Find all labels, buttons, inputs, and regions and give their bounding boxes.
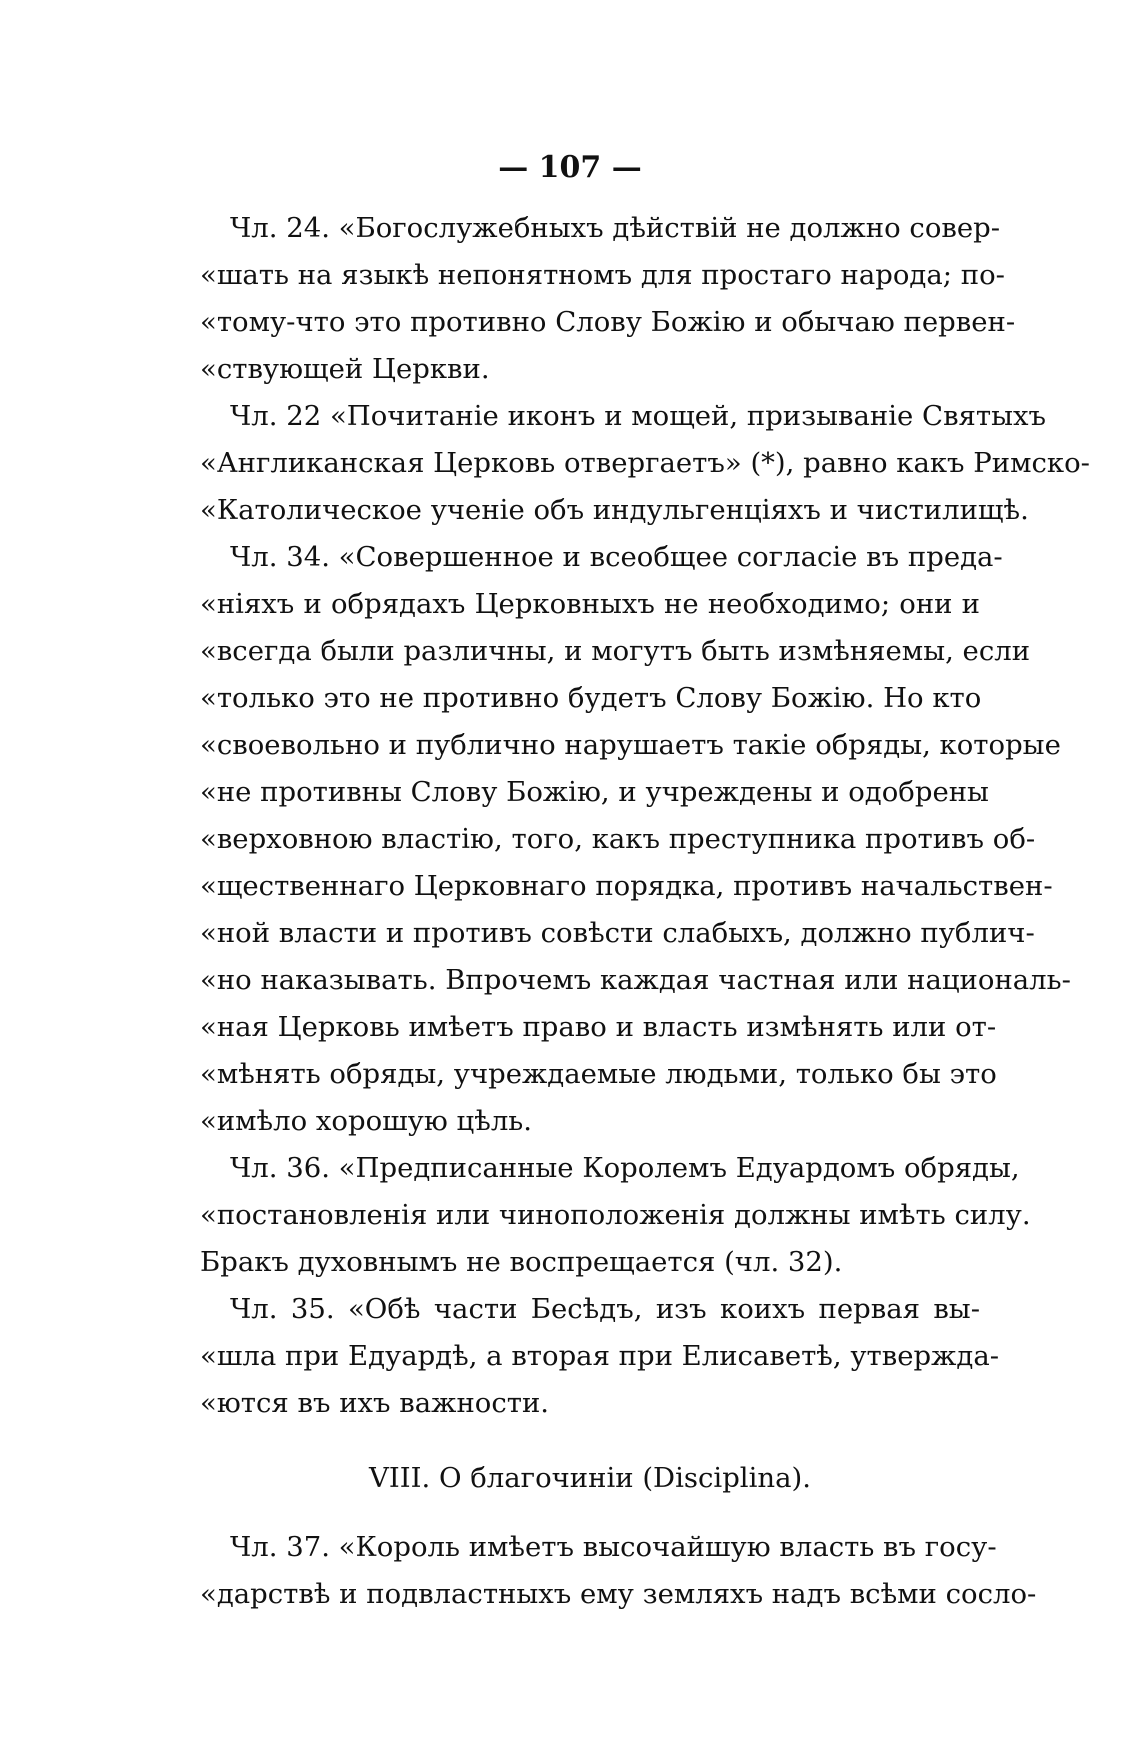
text-line: «шать на языкѣ непонятномъ для простаго народа; по-	[200, 259, 1005, 291]
body-paragraphs	[200, 205, 1090, 1427]
text-line: «щественнаго Церковнаго порядка, противъ начальствен-	[200, 870, 1053, 902]
text-line: «но наказывать. Впрочемъ каждая частная или националь-	[200, 964, 1071, 996]
text-line: «не противны Слову Божію, и учреждены и одобрены	[200, 776, 989, 808]
text-line: Чл. 22 «Почитаніе иконъ и мощей, призываніе Святыхъ	[230, 400, 1047, 432]
text-line: «тому-что это противно Слову Божію и обычаю первен-	[200, 306, 1016, 338]
text-line: «ная Церковь имѣетъ право и власть измѣнять или от-	[200, 1011, 997, 1043]
text-line: Чл. 24. «Богослужебныхъ дѣйствій не должно совер-	[230, 212, 1001, 244]
text-line: Бракъ духовнымъ не воспрещается (чл. 32).	[200, 1246, 843, 1278]
text-line: «ствующей Церкви.	[200, 353, 490, 385]
text-line: «всегда были различны, и могутъ быть измѣняемы, если	[200, 635, 1031, 667]
section-paragraphs	[200, 1524, 1037, 1618]
text-line: «дарствѣ и подвластныхъ ему земляхъ надъ всѣми сосло-	[200, 1578, 1037, 1610]
text-line: Чл. 34. «Совершенное и всеобщее согласіе въ преда-	[230, 541, 1003, 573]
section-heading: VIII. О благочиніи (Disciplina).	[369, 1462, 811, 1494]
page-number: — 107 —	[498, 150, 642, 185]
text-line: «шла при Едуардѣ, а вторая при Елисаветѣ, утвержда-	[200, 1340, 1000, 1372]
text-line: «постановленія или чиноположенія должны имѣть силу.	[200, 1199, 1031, 1231]
text-line: «верховною властію, того, какъ преступника противъ об-	[200, 823, 1036, 855]
text-line: «мѣнять обряды, учреждаемые людьми, только бы это	[200, 1058, 997, 1090]
text-line: Чл. 36. «Предписанные Королемъ Едуардомъ обряды,	[230, 1152, 1020, 1184]
text-line: «имѣло хорошую цѣль.	[200, 1105, 533, 1137]
text-line: Чл. 37. «Король имѣетъ высочайшую власть въ госу-	[230, 1531, 997, 1563]
text-line: «своевольно и публично нарушаетъ такіе обряды, которые	[200, 729, 1061, 761]
text-line: «ются въ ихъ важности.	[200, 1387, 550, 1419]
text-line: «ной власти и противъ совѣсти слабыхъ, должно публич-	[200, 917, 1035, 949]
text-line: Чл. 35. «Обѣ части Бесѣдъ, изъ коихъ первая вы-	[230, 1293, 980, 1325]
text-line: «ніяхъ и обрядахъ Церковныхъ не необходимо; они и	[200, 588, 980, 620]
text-line: «Католическое ученіе объ индульгенціяхъ и чистилищѣ.	[200, 494, 1029, 526]
text-line: «только это не противно будетъ Слову Божію. Но кто	[200, 682, 982, 714]
text-line: «Англиканская Церковь отвергаетъ» (*), равно какъ Римско-	[200, 447, 1090, 479]
page-text	[200, 205, 1090, 1618]
